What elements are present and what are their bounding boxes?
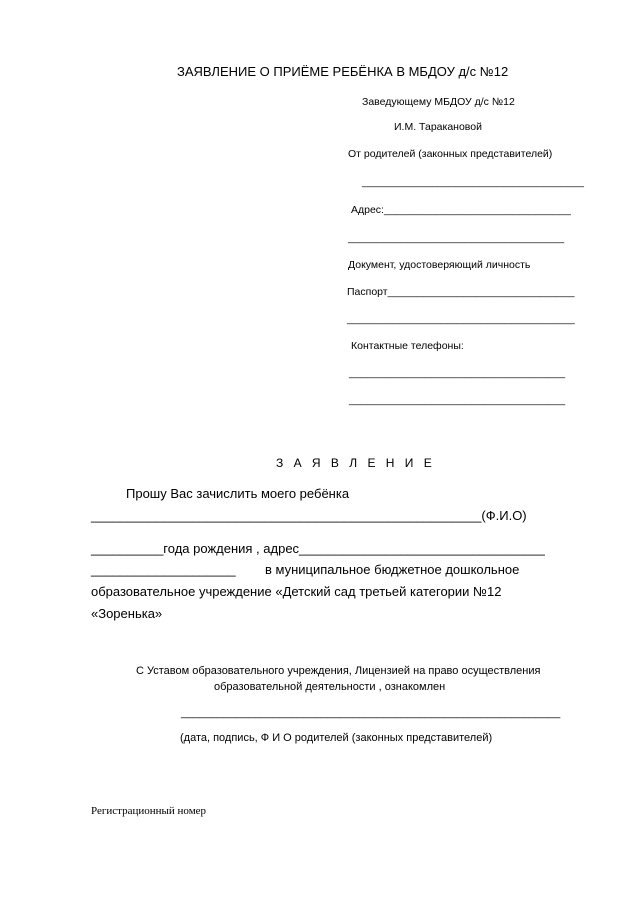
from-parents-label: От родителей (законных представителей)	[348, 148, 553, 160]
phone-blank-1: _____________________________________	[349, 367, 566, 379]
statement-heading: З А Я В Л Е Н И Е	[276, 456, 436, 470]
phone-blank-2: _____________________________________	[349, 394, 566, 406]
addressee-position: Заведующему МБДОУ д/с №12	[362, 96, 515, 108]
request-line: Прошу Вас зачислить моего ребёнка	[126, 486, 350, 501]
signature-caption: (дата, подпись, Ф И О родителей (законных представителей)	[180, 732, 493, 744]
address-continuation-blank: ____________________	[91, 562, 236, 577]
addressee-name: И.М. Таракановой	[394, 121, 482, 133]
institution-line-2: образовательное учреждение «Детский сад третьей категории №12	[91, 584, 502, 599]
child-fio-line: ______________________________________________________(Ф.И.О)	[91, 508, 527, 523]
address-field: Адрес:________________________________	[351, 204, 571, 216]
institution-name: «Зоренька»	[91, 606, 163, 621]
registration-number-label: Регистрационный номер	[91, 805, 207, 817]
signature-blank: ______________________________________________________________	[181, 707, 561, 719]
parents-name-blank: ______________________________________	[362, 176, 584, 188]
passport-blank: _______________________________________	[347, 313, 575, 325]
phones-label: Контактные телефоны:	[351, 340, 464, 352]
document-title: ЗАЯВЛЕНИЕ О ПРИЁМЕ РЕБЁНКА В МБДОУ д/с №12	[177, 64, 509, 79]
acknowledgement-line-2: образовательной деятельности , ознакомлен	[214, 681, 446, 693]
address-blank: _____________________________________	[348, 232, 565, 244]
institution-line-1: в муниципальное бюджетное дошкольное	[265, 562, 520, 577]
birth-address-line: __________года рождения , адрес__________________________________	[91, 541, 545, 556]
document-label: Документ, удостоверяющий личность	[348, 259, 531, 271]
acknowledgement-line-1: С Уставом образовательного учреждения, Лицензией на право осуществления	[136, 665, 541, 677]
passport-field: Паспорт________________________________	[347, 286, 575, 298]
